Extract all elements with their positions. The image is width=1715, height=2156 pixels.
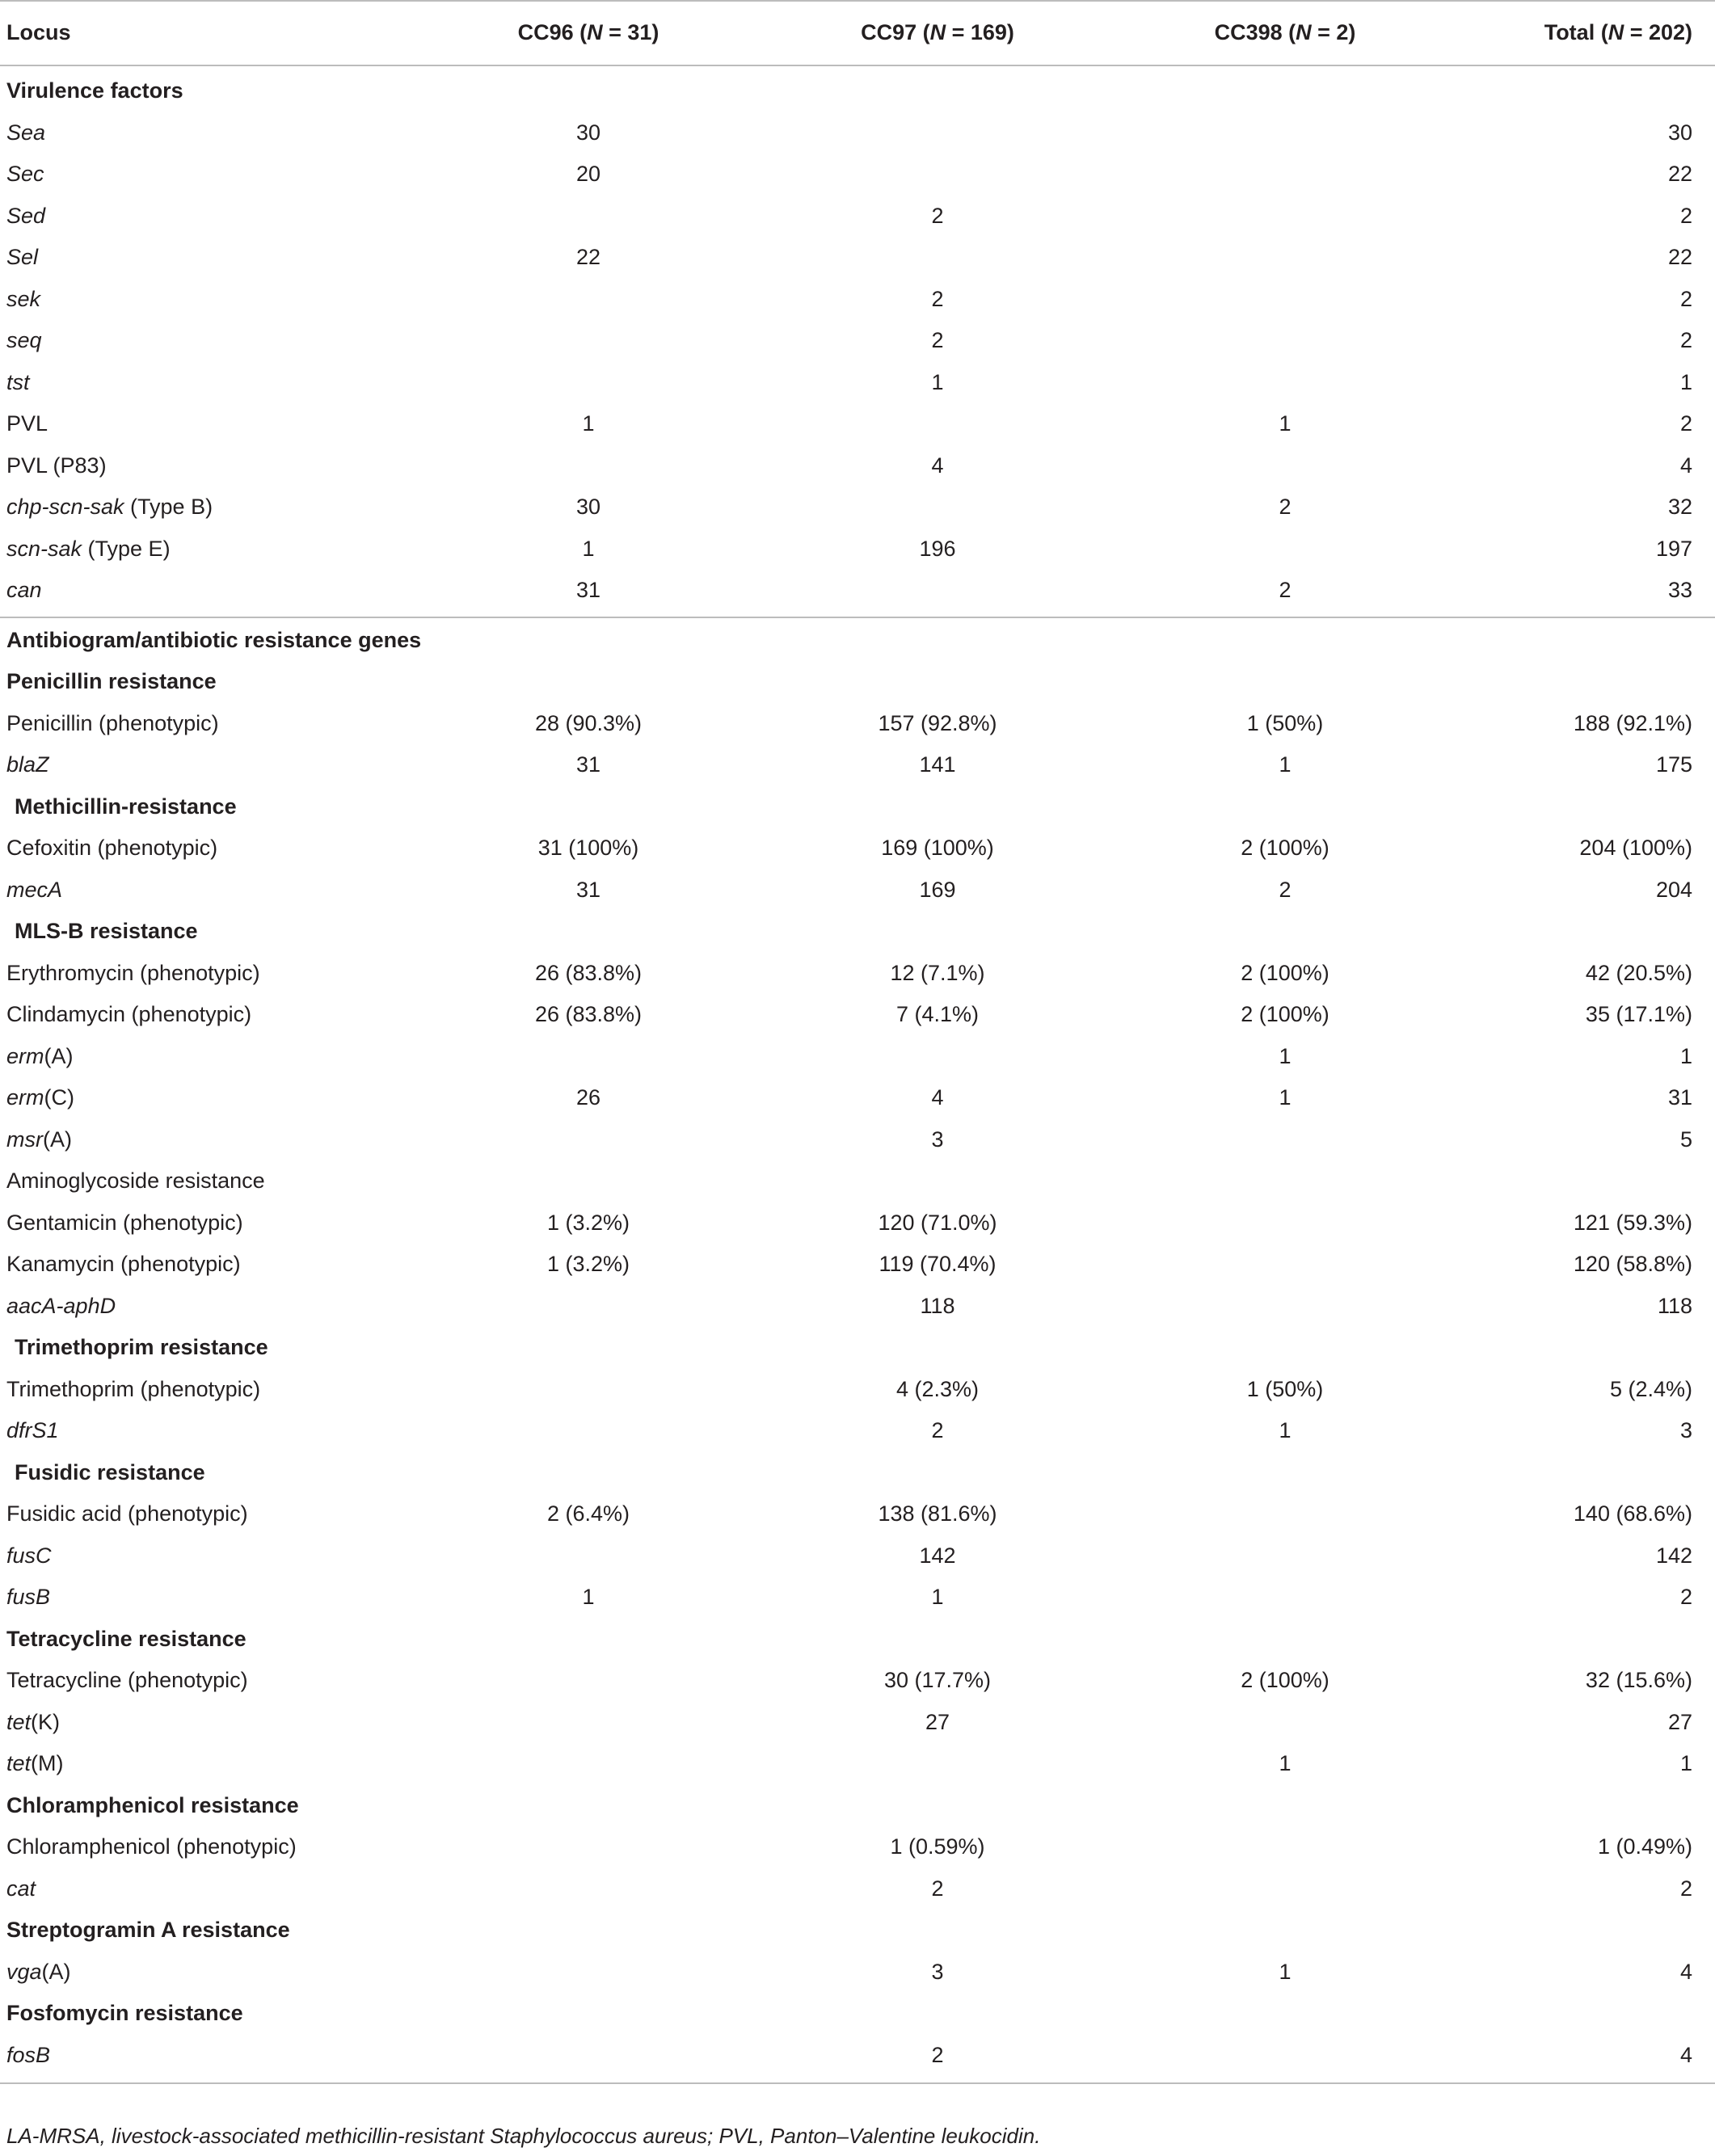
section-header-row [0, 661, 1715, 702]
cell-cc97: 12 (7.1%) [890, 961, 985, 985]
table-row [0, 1160, 1715, 1202]
row-label [6, 528, 171, 570]
table-row [0, 112, 1715, 154]
section-header-row [0, 620, 1715, 661]
gene-name: chp-scn-sak [6, 495, 124, 519]
cell-cc97: 2 [931, 1418, 944, 1442]
row-label [6, 1036, 74, 1077]
row-label [6, 1868, 36, 1910]
label-text: PVL (P83) [6, 453, 107, 478]
label-text: Tetracycline (phenotypic) [6, 1668, 248, 1692]
cell-total: 175 [1655, 752, 1692, 777]
cell-total: 2 [1679, 204, 1692, 228]
cell-cc96: 30 [575, 120, 601, 145]
row-label [6, 1702, 60, 1743]
row-label: Streptogramin A resistance [6, 1918, 290, 1942]
row-label [6, 237, 38, 278]
row-label: Penicillin resistance [6, 669, 217, 693]
cell-total: 1 [1679, 370, 1692, 394]
cell-cc398: 2 (100%) [1241, 836, 1329, 860]
header-rule [0, 65, 1715, 66]
cell-total: 30 [1667, 120, 1692, 145]
cell-cc96: 31 [575, 578, 601, 602]
row-label [6, 1119, 72, 1160]
table-row [0, 1286, 1715, 1327]
cell-cc97: 3 [931, 1960, 944, 1984]
row-label [6, 870, 62, 911]
label-text: (A) [44, 1044, 74, 1068]
cell-cc96: 30 [575, 495, 601, 519]
table-row [0, 744, 1715, 785]
cell-cc97: 196 [919, 537, 956, 561]
table-row [0, 1369, 1715, 1410]
cell-total: 22 [1667, 245, 1692, 269]
gene-name: fosB [6, 2043, 51, 2067]
row-label [6, 1743, 64, 1784]
cell-cc97: 3 [931, 1127, 944, 1152]
cell-cc96: 26 (83.8%) [534, 1002, 643, 1026]
label-text: (M) [31, 1751, 64, 1775]
cell-cc398: 2 [1279, 878, 1292, 902]
gene-name: Sed [6, 204, 46, 228]
label-text: Penicillin (phenotypic) [6, 711, 219, 735]
label-text: (Type B) [124, 495, 213, 519]
cell-cc398: 1 (50%) [1246, 711, 1324, 735]
row-label: MLS-B resistance [15, 919, 198, 943]
label-text: PVL [6, 411, 48, 436]
row-label [6, 1202, 243, 1244]
section-rule [0, 617, 1715, 618]
cell-cc97: 157 (92.8%) [878, 711, 997, 735]
header-cc97: CC97 (N = 169) [861, 20, 1014, 44]
table-row [0, 1036, 1715, 1077]
cell-cc97: 27 [925, 1710, 950, 1734]
cell-cc97: 118 [920, 1294, 955, 1318]
table-row [0, 279, 1715, 320]
table-row [0, 570, 1715, 611]
cell-cc96: 28 (90.3%) [534, 711, 643, 735]
row-label [6, 1410, 59, 1451]
table-header-row [0, 12, 1715, 53]
table-row [0, 703, 1715, 744]
cell-total: 188 (92.1%) [1573, 711, 1692, 735]
cell-cc398: 2 [1279, 578, 1292, 602]
row-label [6, 994, 251, 1035]
header-cc96: CC96 (N = 31) [517, 20, 659, 44]
row-label [6, 827, 217, 869]
label-text: Gentamicin (phenotypic) [6, 1211, 243, 1235]
row-label [6, 1952, 71, 1993]
cell-cc96: 26 [575, 1085, 601, 1110]
row-label [6, 320, 42, 361]
label-text: (C) [44, 1085, 74, 1110]
cell-cc96: 1 (3.2%) [546, 1252, 630, 1276]
table-row [0, 403, 1715, 444]
gene-name: tst [6, 370, 30, 394]
table-row [0, 1743, 1715, 1784]
gene-name: msr [6, 1127, 43, 1152]
cell-cc97: 30 (17.7%) [883, 1668, 992, 1692]
cell-cc96: 20 [575, 162, 601, 186]
table-row [0, 1493, 1715, 1535]
cell-cc97: 1 [931, 370, 944, 394]
table-row [0, 1702, 1715, 1743]
gene-name: cat [6, 1876, 36, 1901]
section-header-row [0, 1452, 1715, 1493]
cell-total: 2 [1679, 328, 1692, 352]
cell-total: 35 (17.1%) [1585, 1002, 1692, 1026]
gene-name: fusC [6, 1543, 52, 1568]
row-label [6, 1286, 116, 1327]
cell-cc398: 2 (100%) [1241, 1668, 1329, 1692]
cell-cc97: 2 [931, 287, 944, 311]
table-footnote: LA-MRSA, livestock-associated methicillin-resistant Staphylococcus aureus; PVL, Panton–Valentine leukocidin. [6, 2124, 1041, 2148]
cell-cc398: 1 (50%) [1246, 1377, 1324, 1401]
gene-name: tet [6, 1751, 32, 1775]
cell-cc96: 31 [575, 878, 601, 902]
row-label [6, 279, 40, 320]
cell-cc398: 2 [1279, 495, 1292, 519]
cell-total: 1 [1679, 1044, 1692, 1068]
gene-name: tet [6, 1710, 32, 1734]
label-text: (Type E) [82, 537, 171, 561]
cell-cc97: 2 [931, 1876, 944, 1901]
cell-total: 118 [1657, 1294, 1692, 1318]
table-row [0, 994, 1715, 1035]
gene-name: Sec [6, 162, 44, 186]
row-label: Chloramphenicol resistance [6, 1793, 299, 1817]
cell-cc97: 1 (0.59%) [890, 1834, 985, 1859]
cell-cc398: 1 [1279, 1960, 1292, 1984]
gene-name: dfrS1 [6, 1418, 59, 1442]
cell-cc97: 169 [919, 878, 956, 902]
label-text: Kanamycin (phenotypic) [6, 1252, 241, 1276]
row-label [6, 1369, 260, 1410]
label-text: Clindamycin (phenotypic) [6, 1002, 252, 1026]
cell-total: 42 (20.5%) [1585, 961, 1692, 985]
cell-cc97: 4 [931, 1085, 944, 1110]
cell-total: 1 [1679, 1751, 1692, 1775]
cell-total: 1 (0.49%) [1597, 1834, 1692, 1859]
cell-cc97: 120 (71.0%) [878, 1211, 997, 1235]
cell-cc96: 2 (6.4%) [546, 1501, 630, 1526]
cell-total: 2 [1679, 1585, 1692, 1609]
gene-name: Sea [6, 120, 46, 145]
label-text: Chloramphenicol (phenotypic) [6, 1834, 297, 1859]
cell-total: 204 (100%) [1579, 836, 1692, 860]
row-label [6, 1493, 248, 1535]
row-label [6, 1577, 50, 1618]
cell-total: 3 [1679, 1418, 1692, 1442]
gene-name: seq [6, 328, 42, 352]
section-header-row [0, 1327, 1715, 1368]
cell-total: 4 [1679, 2043, 1692, 2067]
table-row [0, 1535, 1715, 1577]
label-text: Erythromycin (phenotypic) [6, 961, 260, 985]
cell-total: 31 [1667, 1085, 1692, 1110]
section-header-row [0, 1910, 1715, 1951]
section-header-row [0, 1993, 1715, 2034]
cell-cc97: 4 (2.3%) [895, 1377, 980, 1401]
row-label [6, 362, 30, 403]
row-label [6, 445, 107, 486]
cell-cc96: 1 (3.2%) [546, 1211, 630, 1235]
cell-cc96: 1 [582, 537, 595, 561]
table-row [0, 528, 1715, 570]
row-label [6, 953, 260, 994]
gene-name: sek [6, 287, 41, 311]
row-label: Virulence factors [6, 78, 183, 103]
cell-cc97: 119 (70.4%) [879, 1252, 997, 1276]
cell-total: 32 [1667, 495, 1692, 519]
table-row [0, 154, 1715, 195]
cell-total: 2 [1679, 287, 1692, 311]
table-row [0, 1119, 1715, 1160]
section-header-row [0, 1785, 1715, 1826]
cell-cc97: 141 [919, 752, 956, 777]
table-row [0, 362, 1715, 403]
cell-cc398: 1 [1279, 411, 1292, 436]
cell-cc398: 1 [1279, 1044, 1292, 1068]
row-label: Tetracycline resistance [6, 1627, 247, 1651]
gene-name: aacA-aphD [6, 1294, 116, 1318]
cell-total: 33 [1667, 578, 1692, 602]
row-label [6, 744, 49, 785]
header-cc398: CC398 (N = 2) [1214, 20, 1356, 44]
cell-cc97: 1 [931, 1585, 944, 1609]
row-label [6, 1077, 74, 1118]
cell-cc398: 1 [1279, 1751, 1292, 1775]
cell-cc97: 138 (81.6%) [878, 1501, 997, 1526]
gene-name: erm [6, 1085, 44, 1110]
cell-cc398: 2 (100%) [1241, 961, 1329, 985]
row-label [6, 112, 45, 154]
cell-total: 32 (15.6%) [1585, 1668, 1692, 1692]
gene-name: erm [6, 1044, 44, 1068]
row-label [6, 570, 42, 611]
label-text: Aminoglycoside resistance [6, 1169, 265, 1193]
cell-cc97: 7 (4.1%) [895, 1002, 980, 1026]
table-row [0, 1826, 1715, 1868]
row-label [6, 1244, 241, 1285]
row-label: Fusidic resistance [15, 1460, 205, 1484]
cell-cc97: 2 [931, 204, 944, 228]
header-locus: Locus [6, 20, 71, 44]
cell-cc97: 2 [931, 328, 944, 352]
cell-cc97: 142 [919, 1543, 956, 1568]
gene-name: scn-sak [6, 537, 82, 561]
cell-cc398: 2 (100%) [1241, 1002, 1329, 1026]
cell-total: 197 [1655, 537, 1692, 561]
row-label [6, 1826, 297, 1868]
row-label [6, 1535, 52, 1577]
section-header-row [0, 786, 1715, 827]
gene-name: blaZ [6, 752, 49, 777]
cell-cc96: 1 [582, 411, 595, 436]
cell-total: 4 [1679, 1960, 1692, 1984]
cell-cc96: 31 (100%) [537, 836, 639, 860]
cell-cc398: 1 [1279, 752, 1292, 777]
cell-cc97: 2 [931, 2043, 944, 2067]
row-label: Trimethoprim resistance [15, 1335, 268, 1359]
top-rule [0, 0, 1715, 2]
gene-name: fusB [6, 1585, 51, 1609]
label-text: Trimethoprim (phenotypic) [6, 1377, 261, 1401]
cell-cc97: 4 [931, 453, 944, 478]
section-header-row [0, 911, 1715, 952]
table-row [0, 1660, 1715, 1701]
gene-name: can [6, 578, 42, 602]
row-label [6, 1160, 265, 1202]
table-row [0, 1952, 1715, 1993]
row-label: Fosfomycin resistance [6, 2001, 243, 2025]
row-label [6, 2035, 50, 2076]
cell-cc398: 1 [1279, 1418, 1292, 1442]
header-total: Total (N = 202) [1544, 20, 1692, 44]
row-label [6, 1660, 248, 1701]
row-label: Methicillin-resistance [15, 794, 237, 819]
cell-total: 142 [1655, 1543, 1692, 1568]
cell-cc97: 169 (100%) [881, 836, 994, 860]
gene-name: Sel [6, 245, 39, 269]
cell-cc96: 31 [575, 752, 601, 777]
cell-total: 121 (59.3%) [1573, 1211, 1692, 1235]
table-row [0, 1244, 1715, 1285]
cell-total: 5 [1679, 1127, 1692, 1152]
table-row [0, 486, 1715, 528]
cell-total: 4 [1679, 453, 1692, 478]
row-label [6, 154, 44, 195]
table-row [0, 1077, 1715, 1118]
label-text: (A) [42, 1127, 72, 1152]
table-row [0, 2035, 1715, 2076]
row-label: Antibiogram/antibiotic resistance genes [6, 628, 422, 652]
table-row [0, 196, 1715, 237]
table-row [0, 1202, 1715, 1244]
table-row [0, 953, 1715, 994]
row-label [6, 486, 213, 528]
row-label [6, 703, 219, 744]
table-row [0, 320, 1715, 361]
label-text: Cefoxitin (phenotypic) [6, 836, 218, 860]
cell-cc398: 1 [1279, 1085, 1292, 1110]
section-header-row [0, 70, 1715, 112]
cell-cc96: 1 [582, 1585, 595, 1609]
cell-total: 204 [1655, 878, 1692, 902]
table-row [0, 445, 1715, 486]
label-text: (A) [41, 1960, 71, 1984]
cell-total: 5 (2.4%) [1609, 1377, 1692, 1401]
table-row [0, 1577, 1715, 1618]
table-row [0, 827, 1715, 869]
cell-total: 27 [1667, 1710, 1692, 1734]
section-header-row [0, 1619, 1715, 1660]
cell-cc96: 22 [575, 245, 601, 269]
gene-name: vga [6, 1960, 42, 1984]
table-row [0, 1410, 1715, 1451]
row-label [6, 403, 48, 444]
table-row [0, 1868, 1715, 1910]
cell-cc96: 26 (83.8%) [534, 961, 643, 985]
row-label [6, 196, 45, 237]
cell-total: 120 (58.8%) [1573, 1252, 1692, 1276]
table-row [0, 237, 1715, 278]
bottom-rule [0, 2082, 1715, 2084]
cell-total: 22 [1667, 162, 1692, 186]
gene-name: mecA [6, 878, 63, 902]
cell-total: 2 [1679, 411, 1692, 436]
cell-total: 2 [1679, 1876, 1692, 1901]
table-row [0, 870, 1715, 911]
label-text: Fusidic acid (phenotypic) [6, 1501, 248, 1526]
cell-total: 140 (68.6%) [1573, 1501, 1692, 1526]
label-text: (K) [31, 1710, 61, 1734]
